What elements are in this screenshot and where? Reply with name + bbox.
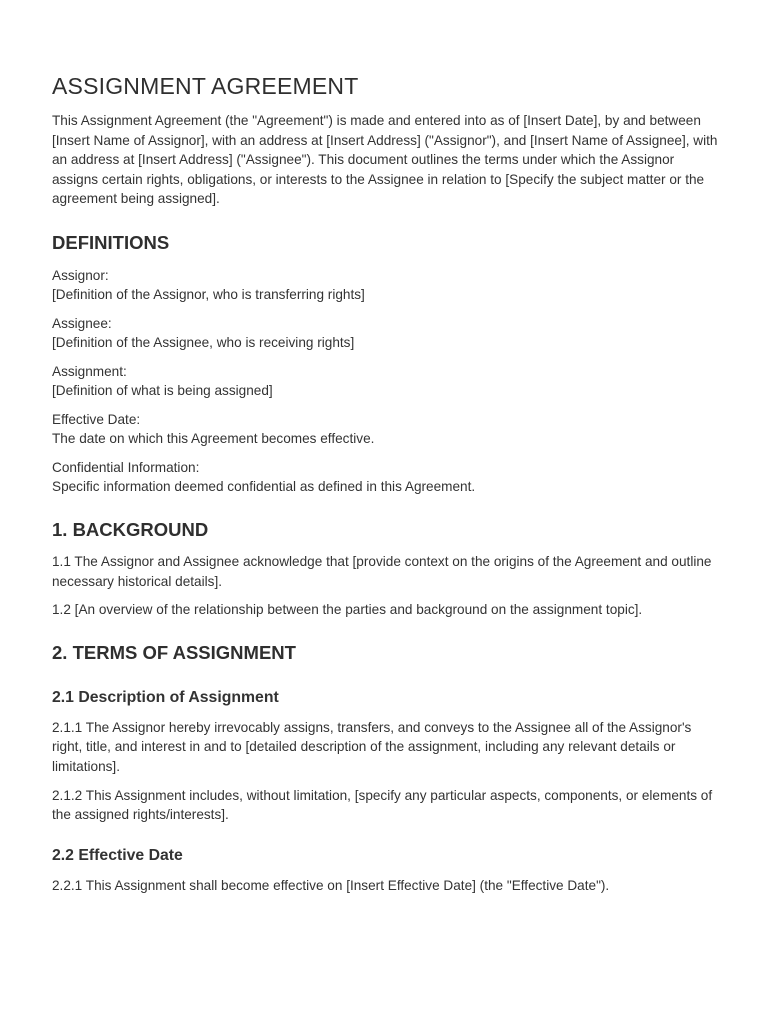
definition-text: [Definition of what is being assigned] [52, 383, 273, 399]
definition-text: [Definition of the Assignor, who is transferring rights] [52, 287, 365, 303]
definition-term: Assignment: [52, 363, 127, 379]
subsection-heading-2-2: 2.2 Effective Date [52, 846, 183, 864]
background-heading: 1. BACKGROUND [52, 518, 209, 540]
document-page [52, 72, 722, 904]
definition-text: Specific information deemed confidential as defined in this Agreement. [52, 479, 476, 495]
definitions-heading: DEFINITIONS [52, 231, 170, 253]
terms-paragraph-2-2-1: 2.2.1 This Assignment shall become effective on [Insert Effective Date] (the "Effective Date"). [52, 877, 610, 893]
definition-term: Effective Date: [52, 411, 141, 427]
definition-text: The date on which this Agreement becomes effective. [52, 431, 375, 447]
definition-term: Assignor: [52, 267, 109, 283]
definition-term: Confidential Information: [52, 459, 200, 475]
intro-paragraph: This Assignment Agreement (the "Agreement") is made and entered into as of [Insert Date], by and between [Insert Name of Assignor], with an address at [Insert Address] ("Assignor"), and [Insert Name of Assignee], with an address at [Insert Address] ("Assignee"). This document outlines the terms under which the Assignor assigns certain rights, obligations, or interests to the Assignee in relation to [Specify the subject matter or the agreement being assigned]. [52, 113, 718, 207]
definitions-list [52, 266, 722, 497]
document-title: ASSIGNMENT AGREEMENT [52, 73, 359, 99]
definition-item [52, 458, 722, 497]
subsection-heading-2-1: 2.1 Description of Assignment [52, 688, 279, 706]
terms-paragraph-2-1-2: 2.1.2 This Assignment includes, without limitation, [specify any particular aspects, components, or elements of the assigned rights/interests]. [52, 787, 713, 823]
definition-item [52, 362, 722, 401]
definition-text: [Definition of the Assignee, who is receiving rights] [52, 335, 355, 351]
background-paragraph-1: 1.1 The Assignor and Assignee acknowledge that [provide context on the origins of the Agreement and outline necessary historical details]. [52, 553, 712, 589]
definition-item [52, 410, 722, 449]
definition-item [52, 314, 722, 353]
terms-heading: 2. TERMS OF ASSIGNMENT [52, 641, 296, 663]
background-paragraph-2: 1.2 [An overview of the relationship between the parties and background on the assignment topic]. [52, 602, 643, 618]
definition-item [52, 266, 722, 305]
terms-paragraph-2-1-1: 2.1.1 The Assignor hereby irrevocably assigns, transfers, and conveys to the Assignee all of the Assignor's right, title, and interest in and to [detailed description of the assignment, including any relevant details or limitations]. [52, 719, 692, 774]
definition-term: Assignee: [52, 315, 112, 331]
